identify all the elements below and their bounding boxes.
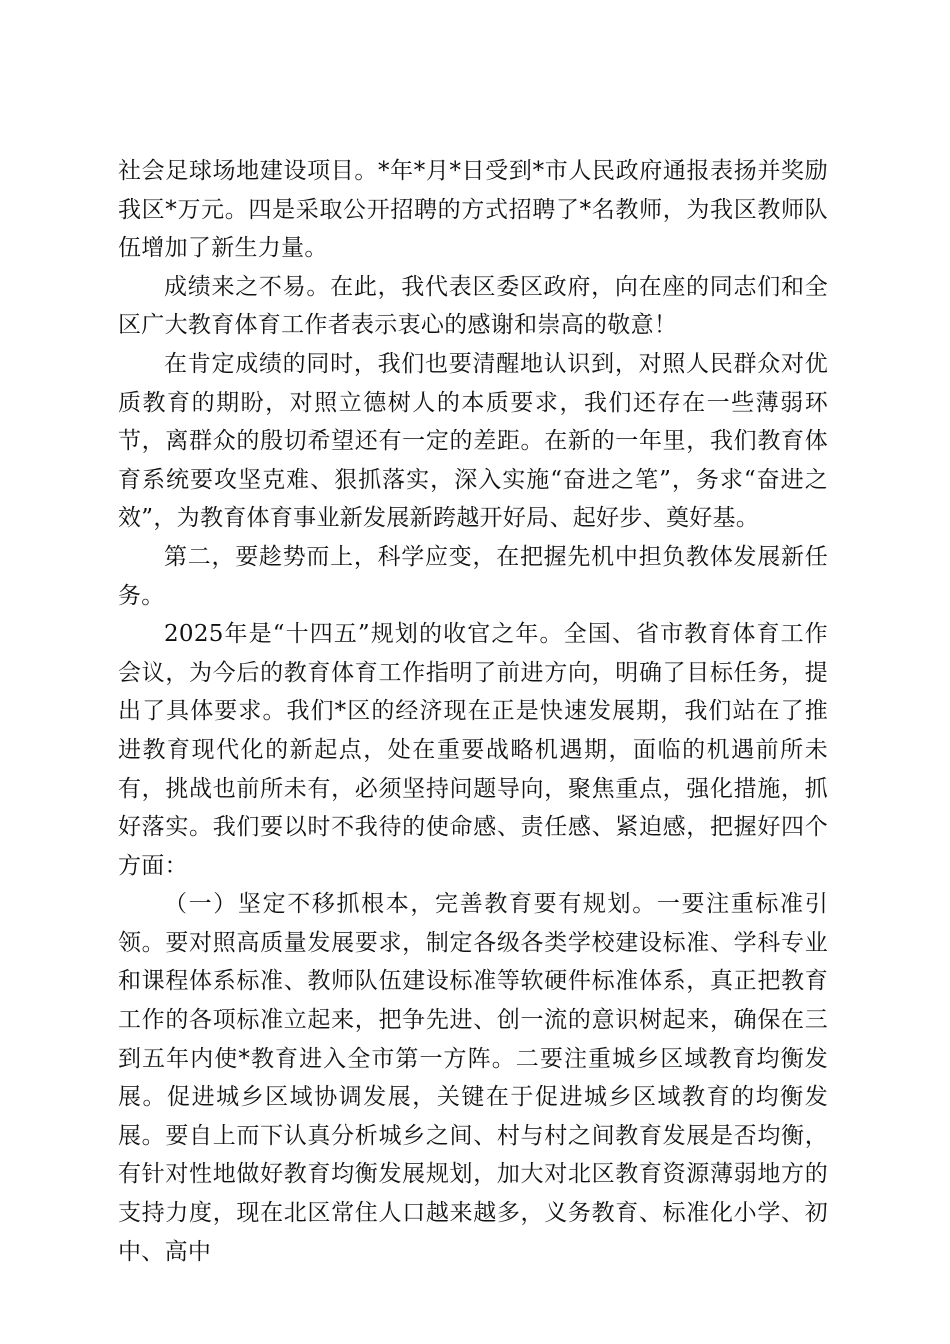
paragraph-item-one-planning: （一）坚定不移抓根本，完善教育要有规划。一要注重标准引领。要对照高质量发展要求，制定各级各类学校建设标准、学科专业和课程体系标准、教师队伍建设标准等软硬件标准体系，真正把教育工作的各项标准立起来，把争先进、创一流的意识树起来，确保在三到五年内使*教育进入全市第一方阵。二要注重城乡区域教育均衡发展。促进城乡区域协调发展，关键在于促进城乡区域教育的均衡发展。要自上而下认真分析城乡之间、村与村之间教育发展是否均衡，有针对性地做好教育均衡发展规划，加大对北区教育资源薄弱地方的支持力度，现在北区常住人口越来越多，义务教育、标准化小学、初中、高中 <box>118 891 828 1265</box>
paragraph-continuation: 社会足球场地建设项目。*年*月*日受到*市人民政府通报表扬并奖励我区*万元。四是采取公开招聘的方式招聘了*名教师，为我区教师队伍增加了新生力量。 <box>118 158 828 262</box>
paragraph-achievements-thanks: 成绩来之不易。在此，我代表区委区政府，向在座的同志们和全区广大教育体育工作者表示衷心的感谢和崇高的敬意！ <box>118 273 828 339</box>
document-body <box>118 152 828 1271</box>
paragraph-2025-overview: 2025年是“十四五”规划的收官之年。全国、省市教育体育工作会议，为今后的教育体育工作指明了前进方向，明确了目标任务，提出了具体要求。我们*区的经济现在正是快速发展期，我们站在了推进教育现代化的新起点，处在重要战略机遇期，面临的机遇前所未有，挑战也前所未有，必须坚持问题导向，聚焦重点，强化措施，抓好落实。我们要以时不我待的使命感、责任感、紧迫感，把握好四个方面： <box>118 621 828 879</box>
paragraph-section-heading-second: 第二，要趁势而上，科学应变，在把握先机中担负教体发展新任务。 <box>118 543 828 609</box>
paragraph-shortcomings: 在肯定成绩的同时，我们也要清醒地认识到，对照人民群众对优质教育的期盼，对照立德树人的本质要求，我们还存在一些薄弱环节，离群众的殷切希望还有一定的差距。在新的一年里，我们教育体育系统要攻坚克难、狠抓落实，深入实施“奋进之笔”，务求“奋进之效”，为教育体育事业新发展新跨越开好局、起好步、奠好基。 <box>118 350 828 532</box>
